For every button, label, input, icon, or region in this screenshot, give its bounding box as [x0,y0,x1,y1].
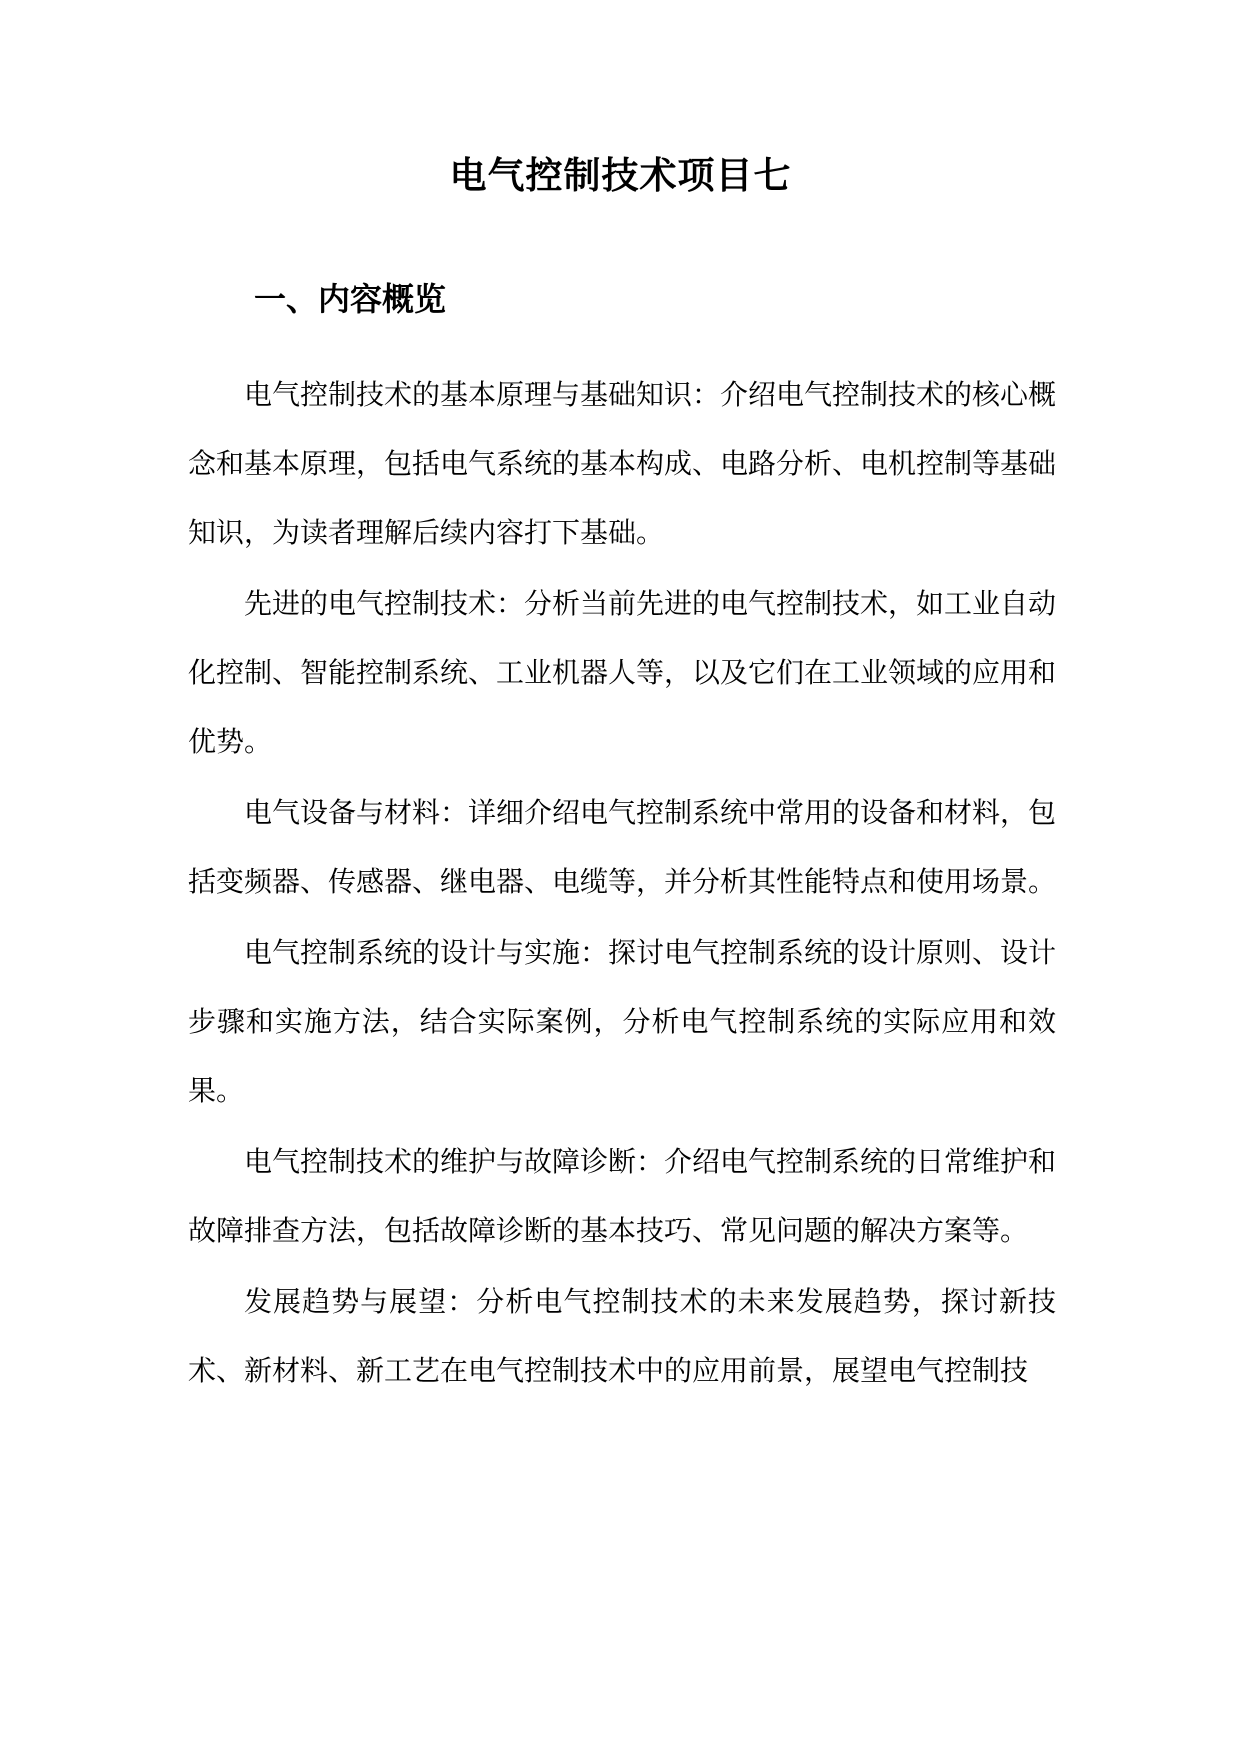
document-body [188,360,1056,1405]
paragraph-equipment-materials: 电气设备与材料：详细介绍电气控制系统中常用的设备和材料，包括变频器、传感器、继电器、电缆等，并分析其性能特点和使用场景。 [188,796,1057,898]
paragraph-basic-principles: 电气控制技术的基本原理与基础知识：介绍电气控制技术的核心概念和基本原理，包括电气系统的基本构成、电路分析、电机控制等基础知识，为读者理解后续内容打下基础。 [188,378,1057,549]
document-title: 电气控制技术项目七 [449,153,792,197]
paragraph-trends-outlook: 发展趋势与展望：分析电气控制技术的未来发展趋势，探讨新技术、新材料、新工艺在电气控制技术中的应用前景，展望电气控制技 [188,1285,1056,1387]
paragraph-advanced-technology: 先进的电气控制技术：分析当前先进的电气控制技术，如工业自动化控制、智能控制系统、工业机器人等，以及它们在工业领域的应用和优势。 [188,587,1057,758]
paragraph-maintenance-diagnosis: 电气控制技术的维护与故障诊断：介绍电气控制系统的日常维护和故障排查方法，包括故障诊断的基本技巧、常见问题的解决方案等。 [188,1145,1057,1247]
section-heading: 一、内容概览 [254,280,447,318]
paragraph-design-implementation: 电气控制系统的设计与实施：探讨电气控制系统的设计原则、设计步骤和实施方法，结合实际案例，分析电气控制系统的实际应用和效果。 [188,936,1057,1107]
